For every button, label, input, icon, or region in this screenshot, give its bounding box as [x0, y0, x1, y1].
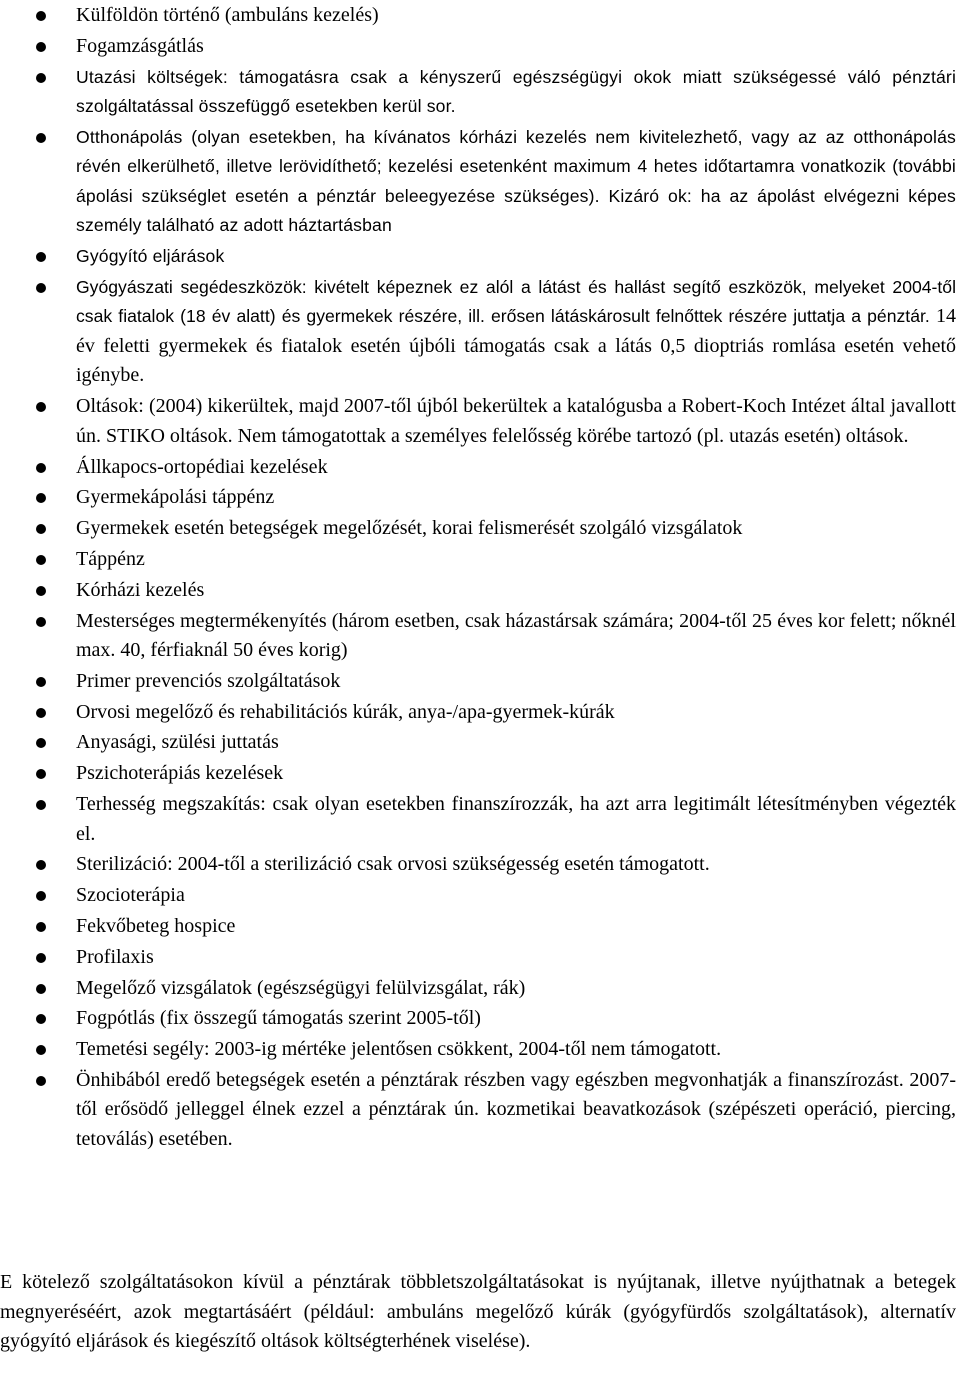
- list-item-text: Terhesség megszakítás: csak olyan esetekben finanszírozzák, ha azt arra legitimált létesítményben végezték el.: [76, 793, 956, 845]
- bullet-icon: [36, 11, 46, 21]
- bullet-icon: [36, 891, 46, 901]
- list-item-text: Fogamzásgátlás: [76, 34, 204, 57]
- list-item: [0, 728, 960, 758]
- list-item: [0, 912, 960, 942]
- list-item-text: Külföldön történő (ambuláns kezelés): [76, 4, 379, 26]
- list-item-text: Gyermekápolási táppénz: [76, 486, 275, 509]
- list-item-text: Pszichoterápiás kezelések: [76, 762, 284, 785]
- list-item: [0, 1004, 960, 1034]
- list-item: [0, 943, 960, 973]
- bullet-icon: [36, 984, 46, 994]
- list-item: [0, 32, 960, 62]
- list-item: [0, 698, 960, 728]
- bullet-icon: [36, 402, 46, 412]
- list-item-text: Megelőző vizsgálatok (egészségügyi felülvizsgálat, rák): [76, 976, 526, 999]
- list-item: [0, 392, 960, 451]
- bullet-icon: [36, 493, 46, 503]
- list-item: [0, 974, 960, 1004]
- list-item: [0, 1035, 960, 1065]
- bullet-icon: [36, 42, 46, 52]
- list-item: [0, 759, 960, 789]
- list-item: [0, 1, 960, 31]
- bullet-icon: [36, 1076, 46, 1086]
- list-item: [0, 576, 960, 606]
- list-item-text: Állkapocs-ortopédiai kezelések: [76, 455, 328, 478]
- bullet-icon: [36, 463, 46, 473]
- list-item-text: Fekvőbeteg hospice: [76, 914, 236, 937]
- list-item: [0, 453, 960, 483]
- bullet-icon: [36, 769, 46, 779]
- list-item-text: Orvosi megelőző és rehabilitációs kúrák, anya-/apa-gyermek-kúrák: [76, 700, 615, 723]
- list-item: [0, 514, 960, 544]
- list-item: [0, 63, 960, 122]
- list-item-text: Oltások: (2004) kikerültek, majd 2007-től újból bekerültek a katalógusba a Robert-Koch Intézet által javallott ún. STIKO oltások. Nem támogatottak a személyes felelősség körébe tartozó (pl. utazás esetén) oltások.: [76, 395, 956, 447]
- list-item-text: Primer prevenciós szolgáltatások: [76, 669, 341, 692]
- list-item: [0, 242, 960, 272]
- list-item: [0, 1066, 960, 1155]
- bullet-icon: [36, 708, 46, 718]
- list-item: [0, 607, 960, 666]
- list-item: [0, 273, 960, 391]
- list-item-text: Önhibából eredő betegségek esetén a pénztárak részben vagy egészben megvonhatják a finanszírozást. 2007-től erősödő jelleggel élnek ezzel a pénztárak ún. kozmetikai beavatkozások (szépészeti operáció, piercing, tetoválás) esetében.: [76, 1068, 956, 1150]
- bullet-icon: [36, 586, 46, 596]
- list-item-text: Temetési segély: 2003-ig mértéke jelentősen csökkent, 2004-től nem támogatott.: [76, 1038, 722, 1061]
- bullet-icon: [36, 283, 46, 293]
- bullet-icon: [36, 252, 46, 262]
- list-item: [0, 790, 960, 849]
- list-item-text: Utazási költségek: támogatásra csak a kényszerű egészségügyi okok miatt szükségessé váló pénztári szolgáltatással összefüggő esetekben kerül sor.: [76, 66, 956, 117]
- list-item-text: Sterilizáció: 2004-től a sterilizáció csak orvosi szükségesség esetén támogatott.: [76, 853, 710, 876]
- bullet-icon: [36, 922, 46, 932]
- bullet-icon: [36, 73, 46, 83]
- list-item-text: Táppénz: [76, 547, 145, 570]
- list-item-text: Kórházi kezelés: [76, 578, 205, 601]
- bullet-icon: [36, 860, 46, 870]
- bullet-icon: [36, 953, 46, 963]
- list-item-text: Otthonápolás (olyan esetekben, ha kívánatos kórházi kezelés nem kivitelezhető, vagy az az otthonápolás révén elkerülhető, illetve lerövidíthető; kezelési esetenként maximum 4 hetes időtartamra vonatkozik (további ápolási szükséglet esetén a pénztár beleegyezése szükséges). Kizáró ok: ha az ápolást elvégezni képes személy található az adott háztartásban: [76, 126, 956, 236]
- bullet-icon: [36, 677, 46, 687]
- list-item: [0, 881, 960, 911]
- list-item-text: Profilaxis: [76, 945, 154, 968]
- bullet-icon: [36, 800, 46, 810]
- list-item-text-sans: Gyógyászati segédeszközök: kivételt képeznek ez alól a látást és hallást segítő eszközök, melyeket 2004-től csak fiatalok (18 év alatt) és gyermekek részére, ill. erősen látáskárosult felnőttek részére juttatja a pénztár.: [76, 276, 956, 327]
- list-item-text: Anyasági, szülési juttatás: [76, 731, 279, 754]
- bullet-icon: [36, 1014, 46, 1024]
- bullet-icon: [36, 524, 46, 534]
- list-item: [0, 123, 960, 241]
- list-item-text: Szocioterápia: [76, 884, 185, 907]
- list-item-text: Gyermekek esetén betegségek megelőzését, korai felismerését szolgáló vizsgálatok: [76, 517, 743, 540]
- list-item: [0, 545, 960, 575]
- bullet-icon: [36, 133, 46, 143]
- bullet-icon: [36, 555, 46, 565]
- closing-paragraph: E kötelező szolgáltatásokon kívül a pénztárak többletszolgáltatásokat is nyújtanak, illetve nyújthatnak a betegek megnyeréséért, azok megtartásáért (például: ambuláns megelőző kúrák (gyógyfürdős szolgáltatások), alternatív gyógyító eljárások és kiegészítő oltások költségterhének viselése).: [0, 1271, 956, 1352]
- bullet-icon: [36, 1045, 46, 1055]
- list-item: [0, 850, 960, 880]
- list-item: [0, 483, 960, 513]
- benefits-list: [0, 1, 960, 1156]
- bullet-icon: [36, 738, 46, 748]
- list-item: [0, 667, 960, 697]
- list-item-text: Mesterséges megtermékenyítés (három esetben, csak házastársak számára; 2004-től 25 éves kor felett; nőknél max. 40, férfiaknál 50 éves korig): [76, 609, 956, 662]
- list-item-text: 14 év feletti gyermekek és fiatalok esetén újbóli támogatás csak a látás 0,5 dioptriás romlása esetén vehető igénybe.: [76, 305, 957, 387]
- list-item-text: Gyógyító eljárások: [76, 246, 225, 267]
- list-item-text: Fogpótlás (fix összegű támogatás szerint 2005-től): [76, 1007, 481, 1030]
- bullet-icon: [36, 617, 46, 627]
